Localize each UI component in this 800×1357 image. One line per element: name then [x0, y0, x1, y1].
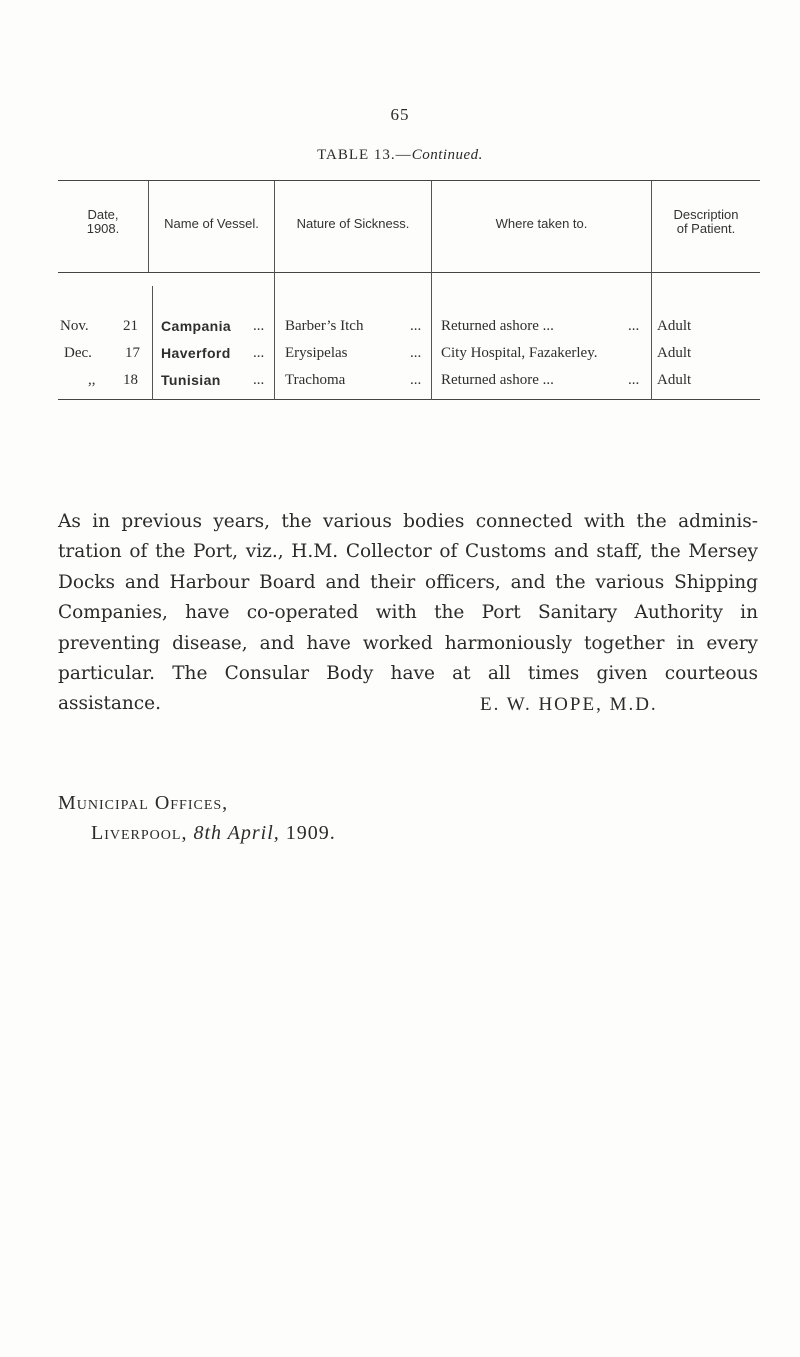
column-divider: [431, 181, 432, 400]
header-date: [58, 208, 148, 236]
table-header-rule: [58, 272, 760, 273]
row-date-ditto: ,,: [88, 372, 96, 388]
signature: E. W. HOPE, M.D.: [480, 694, 658, 715]
header-where: Where taken to.: [495, 216, 588, 231]
header-description-line2: of Patient.: [676, 221, 736, 236]
row-vessel: Campania: [161, 318, 232, 334]
column-divider: [152, 286, 153, 400]
row-patient: Adult: [657, 372, 692, 388]
address-line-1: Municipal Offices,: [58, 792, 229, 814]
table-title: [0, 147, 800, 164]
row-where-leader: ...: [628, 318, 640, 334]
table-bottom-rule: [58, 399, 760, 400]
table-title-label: TABLE 13.—: [317, 147, 412, 163]
row-date-day: 17: [125, 345, 140, 361]
header-date-line2: 1908.: [86, 221, 120, 236]
page-number: 65: [390, 105, 410, 124]
row-sickness: Erysipelas: [285, 345, 348, 361]
row-patient: Adult: [657, 345, 692, 361]
column-divider: [274, 181, 275, 400]
header-description: [652, 208, 760, 236]
row-date-month: Dec.: [64, 345, 92, 361]
row-date-day: 21: [123, 318, 138, 334]
row-vessel-leader: ...: [253, 345, 265, 361]
row-sickness: Barber’s Itch: [285, 318, 364, 334]
row-where: Returned ashore ...: [441, 318, 554, 334]
row-vessel-leader: ...: [253, 318, 265, 334]
header-description-line1: Description: [673, 207, 739, 222]
header-vessel: Name of Vessel.: [164, 216, 259, 231]
row-vessel: Tunisian: [161, 372, 221, 388]
row-where: City Hospital, Fazakerley.: [441, 345, 598, 361]
header-date-line1: Date,: [87, 207, 119, 222]
table-title-continued: Continued.: [411, 147, 483, 163]
address-year: 1909.: [285, 822, 336, 844]
row-where-leader: ...: [628, 372, 640, 388]
row-where: Returned ashore ...: [441, 372, 554, 388]
row-vessel-leader: ...: [253, 372, 265, 388]
address-date: 8th April,: [193, 822, 280, 844]
row-date-day: 18: [123, 372, 138, 388]
row-sickness: Trachoma: [285, 372, 346, 388]
row-sickness-leader: ...: [410, 318, 422, 334]
table-top-rule: [58, 180, 760, 181]
address-line-2: [91, 822, 336, 845]
header-sickness: Nature of Sickness.: [296, 216, 410, 231]
row-date-month: Nov.: [60, 318, 89, 334]
row-sickness-leader: ...: [410, 345, 422, 361]
row-patient: Adult: [657, 318, 692, 334]
body-paragraph: As in previous years, the various bodies connected with the adminis-tration of the Port, viz., H.M. Collector of Customs and staff, the Mersey Docks and Harbour Board and their officers, and the various Shipping Companies, have co-operated with the Port Sanitary Authority in preventing disease, and have worked harmoniously together in every particular. The Consular Body have at all times given courteous assistance.: [58, 511, 758, 715]
address-city: Liverpool,: [91, 822, 188, 844]
row-sickness-leader: ...: [410, 372, 422, 388]
row-vessel: Haverford: [161, 345, 231, 361]
